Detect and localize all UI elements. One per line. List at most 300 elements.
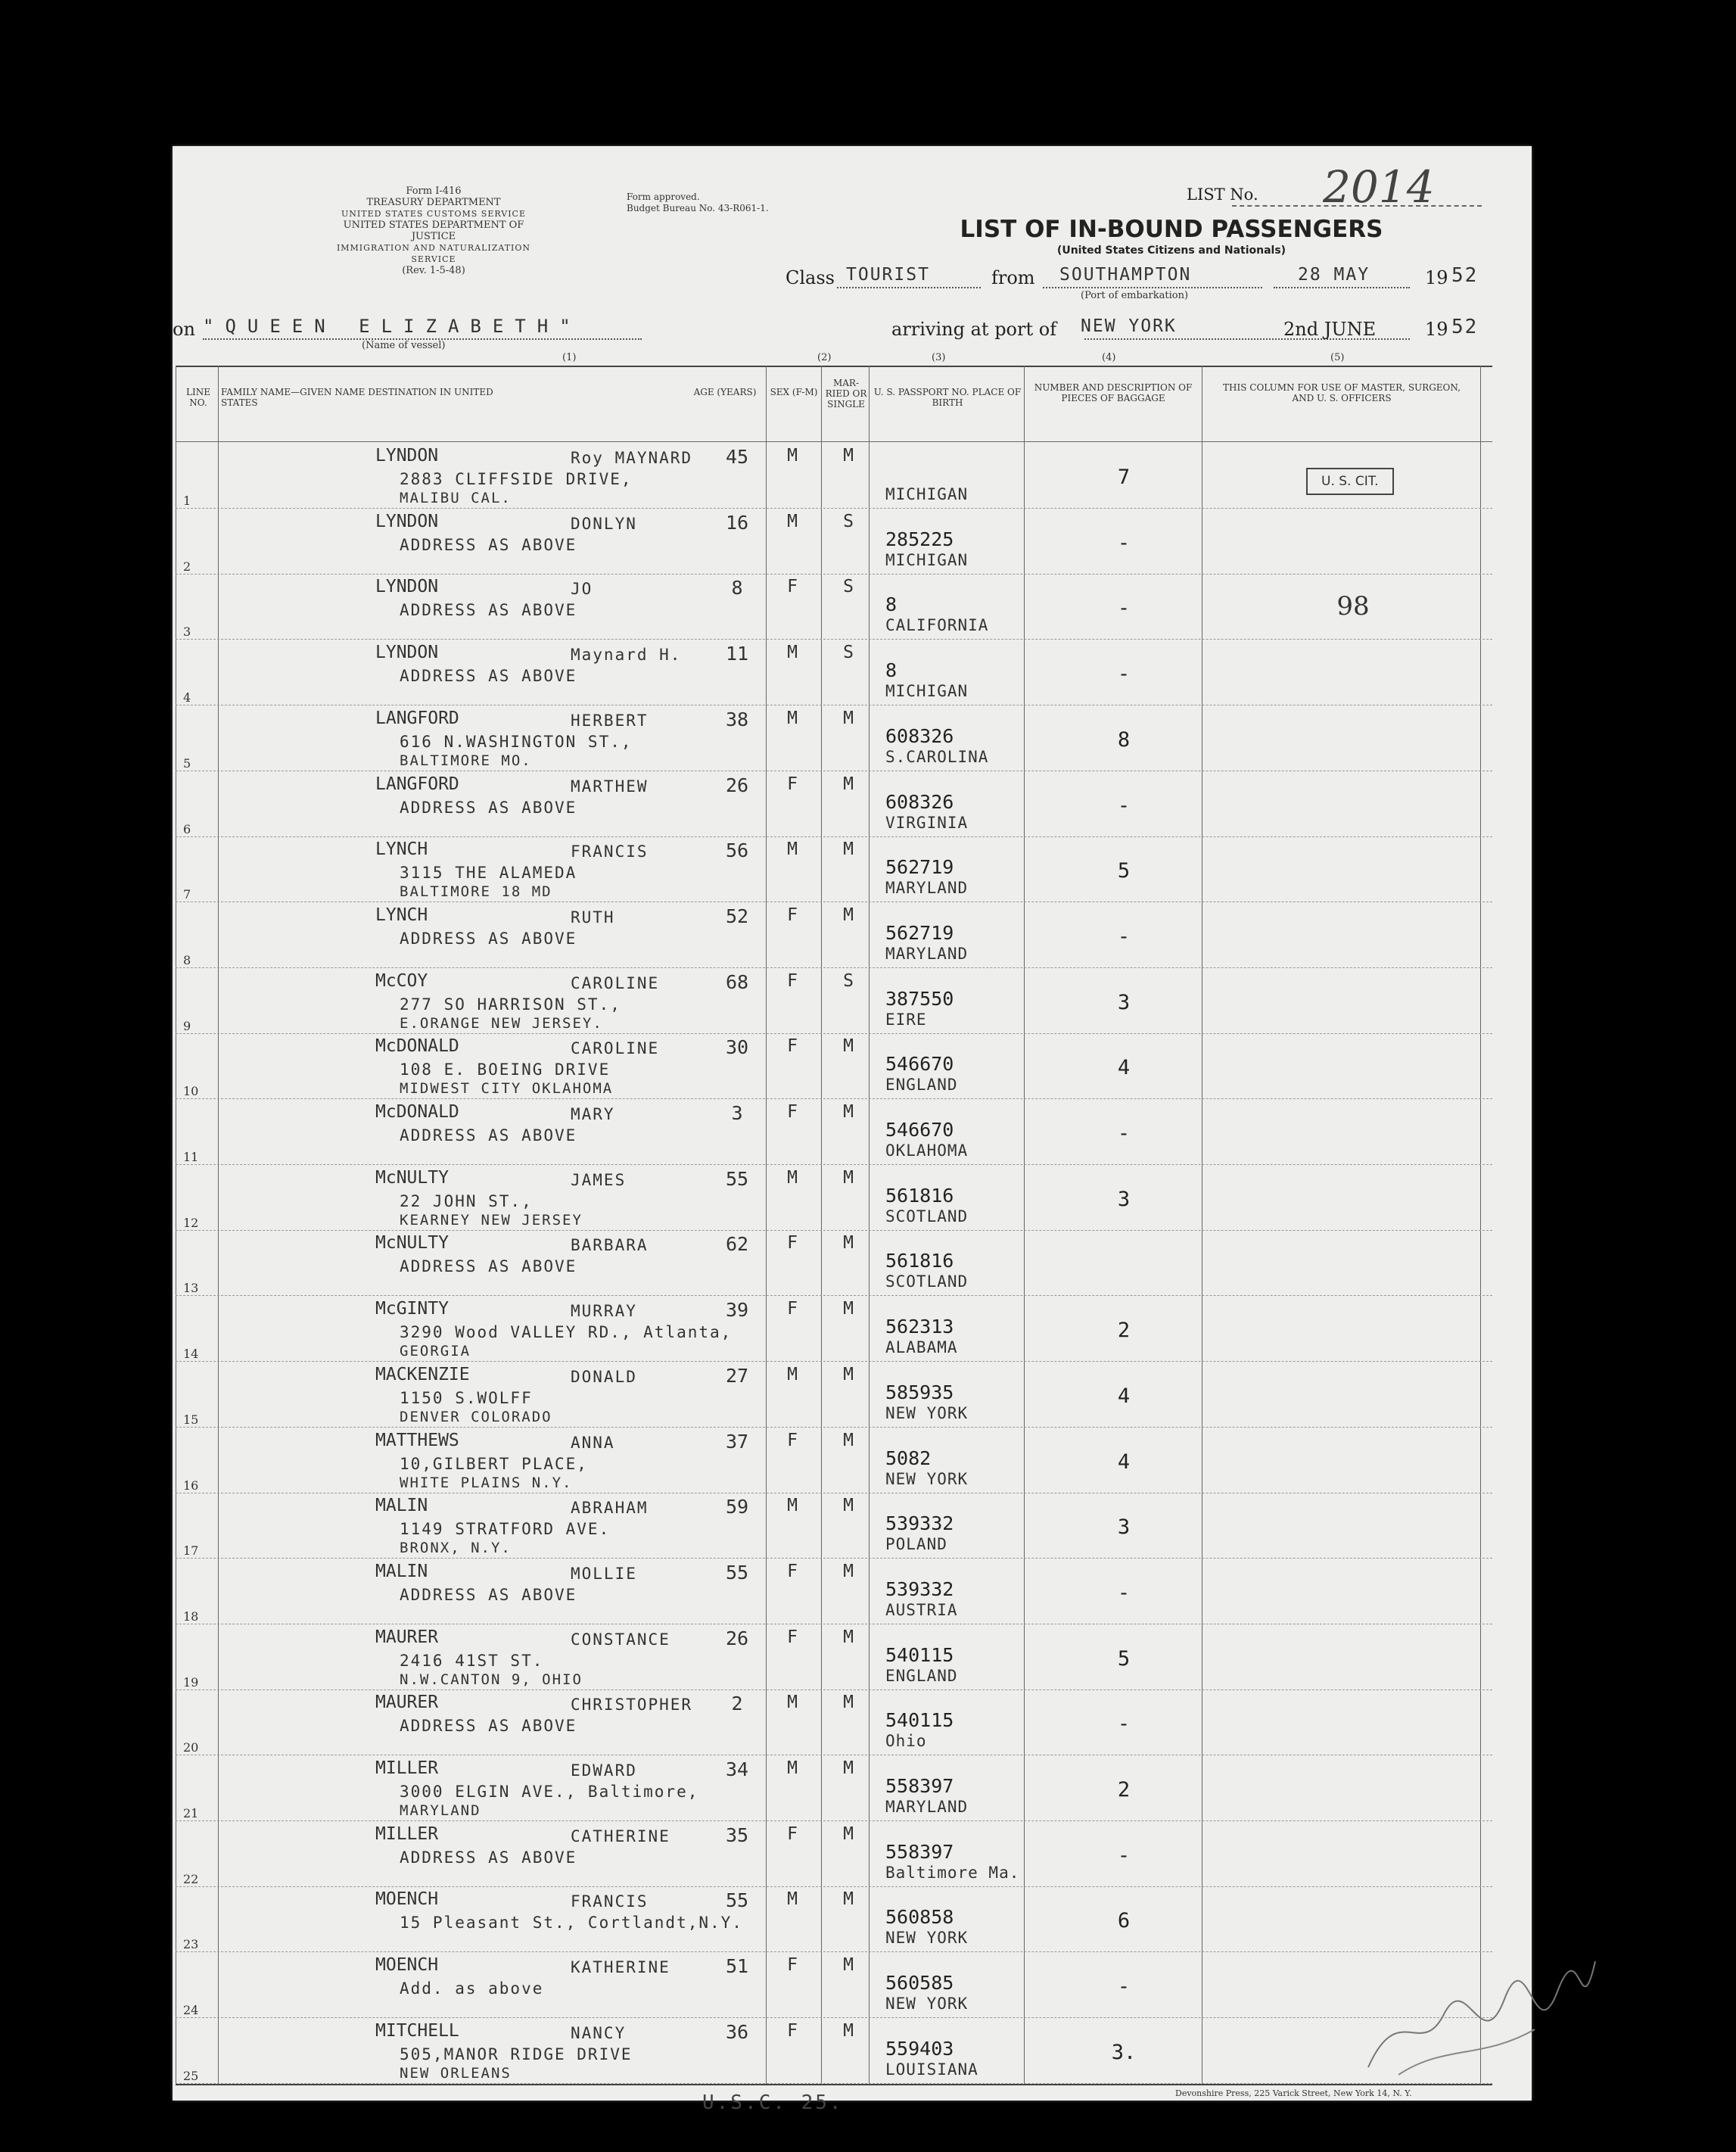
family-name: McGINTY <box>375 1299 449 1319</box>
family-name: LYNDON <box>375 577 439 597</box>
sex: M <box>787 511 798 531</box>
officer-number: 98 <box>1336 591 1370 621</box>
place-of-birth: MICHIGAN <box>885 485 969 503</box>
age: 38 <box>725 708 749 730</box>
place-of-birth: OKLAHOMA <box>885 1141 969 1160</box>
age: 35 <box>725 1823 749 1846</box>
arrival-year-prefix: 19 <box>1425 319 1448 340</box>
list-no-value: 2014 <box>1323 161 1435 213</box>
passport-number: 558397 <box>885 1775 954 1797</box>
address-line-2: N.W.CANTON 9, OHIO <box>400 1671 583 1688</box>
line-number: 17 <box>183 1543 199 1559</box>
place-of-birth: NEW YORK <box>885 1469 969 1488</box>
address-line-2: WHITE PLAINS N.Y. <box>400 1474 573 1491</box>
address-line-1: 2883 CLIFFSIDE DRIVE, <box>400 470 633 488</box>
age: 55 <box>725 1889 749 1912</box>
line-number: 14 <box>183 1347 199 1362</box>
given-name: CAROLINE <box>571 973 660 992</box>
depart-date-line <box>1274 287 1410 288</box>
family-name: MAURER <box>375 1693 439 1713</box>
address-line-1: 1150 S.WOLFF <box>400 1388 533 1407</box>
column-header-passport: U. S. PASSPORT NO. PLACE OF BIRTH <box>873 387 1022 408</box>
baggage-count: - <box>1117 1843 1131 1867</box>
family-name: MITCHELL <box>375 2020 459 2041</box>
passenger-manifest-page <box>173 146 1532 2114</box>
line-number: 12 <box>183 1215 199 1230</box>
marital-status: M <box>843 1627 854 1647</box>
baggage-count: 2 <box>1117 1778 1131 1802</box>
table-row <box>176 443 1492 509</box>
baggage-count: - <box>1117 1712 1131 1736</box>
place-of-birth: POLAND <box>885 1535 947 1554</box>
table-row <box>176 1428 1492 1493</box>
marital-status: M <box>843 1889 854 1910</box>
marital-status: M <box>843 1036 854 1057</box>
address-line-1: 3000 ELGIN AVE., Baltimore, <box>400 1783 699 1801</box>
marital-status: S <box>843 511 854 531</box>
given-name: HERBERT <box>571 711 649 730</box>
passport-number: 8 <box>885 659 898 682</box>
sex: M <box>787 1693 798 1713</box>
marital-status: M <box>843 1823 854 1844</box>
table-row <box>176 968 1492 1034</box>
line-number: 20 <box>183 1740 199 1755</box>
line-number: 18 <box>183 1609 199 1624</box>
age: 52 <box>725 905 749 927</box>
marital-status: M <box>843 2020 854 2041</box>
marital-status: M <box>843 839 854 860</box>
table-row <box>176 1296 1492 1362</box>
place-of-birth: MARYLAND <box>885 944 969 963</box>
sex: F <box>787 1036 798 1057</box>
passport-number: 561816 <box>885 1184 954 1207</box>
given-name: CAROLINE <box>571 1039 660 1058</box>
address-line-1: 108 E. BOEING DRIVE <box>400 1060 611 1079</box>
passport-number: 561816 <box>885 1250 954 1272</box>
marital-status: M <box>843 708 854 728</box>
given-name: JO <box>571 580 593 599</box>
baggage-count: 4 <box>1117 1384 1131 1408</box>
passport-number: 539332 <box>885 1577 954 1600</box>
table-row <box>176 1886 1492 1952</box>
sex: F <box>787 2020 798 2041</box>
place-of-birth: ENGLAND <box>885 1666 958 1685</box>
sex: M <box>787 1496 798 1516</box>
table-row <box>176 771 1492 837</box>
arriving-label: arriving at port of <box>891 319 1057 340</box>
family-name: McDONALD <box>375 1036 459 1057</box>
address-line-2: KEARNEY NEW JERSEY <box>400 1211 583 1229</box>
address-line-1: 2416 41ST ST. <box>400 1651 544 1670</box>
address-line-1: ADDRESS AS ABOVE <box>400 1585 577 1604</box>
table-row <box>176 640 1492 705</box>
baggage-count: 4 <box>1117 1056 1131 1080</box>
address-line-1: ADDRESS AS ABOVE <box>400 667 577 686</box>
passport-number: 8 <box>885 593 898 616</box>
address-line-2: MALIBU CAL. <box>400 490 512 506</box>
address-line-1: ADDRESS AS ABOVE <box>400 1848 577 1867</box>
baggage-count: 5 <box>1117 859 1131 883</box>
baggage-count: 4 <box>1117 1450 1131 1474</box>
line-number: 24 <box>183 2003 199 2018</box>
given-name: RUTH <box>571 908 615 927</box>
sex: M <box>787 643 798 663</box>
citizen-stamp: U. S. CIT. <box>1306 468 1394 495</box>
baggage-count: - <box>1117 1122 1131 1145</box>
place-of-birth: SCOTLAND <box>885 1207 969 1225</box>
address-line-2: BRONX, N.Y. <box>400 1540 512 1557</box>
place-of-birth: EIRE <box>885 1010 927 1029</box>
family-name: LYNCH <box>375 839 428 860</box>
place-of-birth: NEW YORK <box>885 1403 969 1422</box>
address-line-1: ADDRESS AS ABOVE <box>400 1126 577 1145</box>
printer-imprint: Devonshire Press, 225 Varick Street, New York 14, N. Y. <box>1175 2088 1412 2098</box>
marital-status: M <box>843 1496 854 1516</box>
family-name: MATTHEWS <box>375 1430 459 1450</box>
header-rule <box>176 441 1492 442</box>
immigration-service: IMMIGRATION AND NATURALIZATION SERVICE <box>336 243 531 264</box>
sex: F <box>787 1955 798 1976</box>
table-row <box>176 1755 1492 1821</box>
family-name: MOENCH <box>375 1955 439 1976</box>
family-name: MACKENZIE <box>375 1364 470 1384</box>
column-mark-4: (4) <box>1102 352 1116 363</box>
table-row <box>176 1362 1492 1428</box>
place-of-birth: MICHIGAN <box>885 550 969 569</box>
baggage-count: 2 <box>1117 1319 1131 1343</box>
sex: M <box>787 839 798 860</box>
given-name: ABRAHAM <box>571 1499 649 1518</box>
baggage-count: 5 <box>1117 1646 1131 1671</box>
address-line-1: Add. as above <box>400 1979 544 1998</box>
given-name: FRANCIS <box>571 842 649 861</box>
line-number: 6 <box>183 821 191 836</box>
given-name: CATHERINE <box>571 1827 670 1845</box>
address-line-1: 10,GILBERT PLACE, <box>400 1454 588 1473</box>
address-line-2: NEW ORLEANS <box>400 2064 512 2082</box>
address-line-1: ADDRESS AS ABOVE <box>400 601 577 620</box>
age: 26 <box>725 1627 749 1649</box>
age: 51 <box>725 1955 749 1978</box>
column-mark-1: (1) <box>562 352 577 363</box>
column-header-baggage: NUMBER AND DESCRIPTION OF PIECES OF BAGGAGE <box>1034 382 1193 403</box>
sex: M <box>787 1758 798 1778</box>
given-name: FRANCIS <box>571 1892 649 1911</box>
column-mark-2: (2) <box>817 352 832 363</box>
column-mark-3: (3) <box>932 352 946 363</box>
passport-number: 608326 <box>885 724 954 747</box>
given-name: CHRISTOPHER <box>571 1696 693 1714</box>
family-name: LYNDON <box>375 446 439 466</box>
officer-signature <box>1353 1946 1603 2090</box>
line-number: 5 <box>183 755 191 771</box>
age: 36 <box>725 2020 749 2043</box>
address-line-2: MIDWEST CITY OKLAHOMA <box>400 1080 614 1098</box>
line-number: 7 <box>183 887 191 902</box>
given-name: ANNA <box>571 1433 615 1452</box>
given-name: NANCY <box>571 2023 627 2042</box>
from-label: from <box>991 267 1035 288</box>
given-name: CONSTANCE <box>571 1630 670 1649</box>
age: 68 <box>725 970 749 993</box>
address-line-1: 3290 Wood VALLEY RD., Atlanta, <box>400 1323 733 1342</box>
baggage-count: 3 <box>1117 990 1131 1014</box>
baggage-count: - <box>1117 596 1131 621</box>
sex: F <box>787 1102 798 1122</box>
marital-status: S <box>843 577 854 597</box>
column-header-sex: SEX (F-M) <box>770 387 818 397</box>
address-line-1: 3115 THE ALAMEDA <box>400 864 577 883</box>
family-name: LANGFORD <box>375 708 459 728</box>
form-number: Form I-416 <box>406 185 462 197</box>
list-no-label: LIST No. <box>1187 185 1258 204</box>
family-name: MAURER <box>375 1627 439 1647</box>
baggage-count: - <box>1117 531 1131 555</box>
baggage-count: 3. <box>1111 2040 1137 2064</box>
arrival-port: NEW YORK <box>1081 316 1177 336</box>
table-row <box>176 1230 1492 1296</box>
age: 45 <box>725 446 749 468</box>
form-approved: Form approved. <box>627 192 700 202</box>
passport-number: 5082 <box>885 1447 932 1469</box>
table-row <box>176 2018 1492 2084</box>
departure-year: 52 <box>1451 264 1479 287</box>
baggage-count: 3 <box>1117 1515 1131 1540</box>
departure-date: 28 MAY <box>1298 265 1370 285</box>
baggage-count: - <box>1117 924 1131 948</box>
port-of-embarkation: SOUTHAMPTON <box>1059 265 1192 285</box>
class-label: Class <box>786 267 835 288</box>
address-line-2: GEORGIA <box>400 1343 471 1360</box>
family-name: MALIN <box>375 1496 428 1516</box>
marital-status: M <box>843 1955 854 1976</box>
place-of-birth: AUSTRIA <box>885 1600 958 1619</box>
port-embarkation-line <box>1043 287 1262 288</box>
given-name: EDWARD <box>571 1761 637 1780</box>
given-name: MARY <box>571 1105 615 1123</box>
family-name: LYNDON <box>375 643 439 663</box>
place-of-birth: NEW YORK <box>885 1929 969 1948</box>
age: 3 <box>731 1102 743 1124</box>
sex: F <box>787 1823 798 1844</box>
family-name: LYNDON <box>375 511 439 531</box>
address-line-1: 505,MANOR RIDGE DRIVE <box>400 2045 633 2063</box>
table-row <box>176 1493 1492 1559</box>
line-number: 9 <box>183 1018 191 1033</box>
sex: F <box>787 774 798 794</box>
address-line-1: ADDRESS AS ABOVE <box>400 535 577 554</box>
marital-status: M <box>843 1233 854 1254</box>
table-row <box>176 902 1492 968</box>
age: 30 <box>725 1036 749 1059</box>
sex: M <box>787 446 798 466</box>
address-line-1: 1149 STRATFORD AVE. <box>400 1520 611 1539</box>
marital-status: M <box>843 774 854 794</box>
table-row <box>176 1559 1492 1624</box>
passport-number: 546670 <box>885 1053 954 1076</box>
place-of-birth: MICHIGAN <box>885 682 969 701</box>
baggage-count: 3 <box>1117 1187 1131 1211</box>
form-identification <box>320 185 547 276</box>
age: 37 <box>725 1430 749 1453</box>
sex: M <box>787 1364 798 1384</box>
customs-service: UNITED STATES CUSTOMS SERVICE <box>341 209 526 219</box>
age: 8 <box>731 577 743 600</box>
given-name: MARTHEW <box>571 777 649 796</box>
column-header-line: LINE NO. <box>186 387 210 408</box>
given-name: KATHERINE <box>571 1958 670 1977</box>
place-of-birth: MARYLAND <box>885 1798 969 1816</box>
age: 11 <box>725 643 749 665</box>
family-name: MOENCH <box>375 1889 439 1910</box>
age: 26 <box>725 774 749 796</box>
line-number: 13 <box>183 1281 199 1296</box>
depart-year-prefix: 19 <box>1425 267 1448 288</box>
line-number: 4 <box>183 690 191 705</box>
table-row <box>176 1165 1492 1231</box>
sex: F <box>787 905 798 925</box>
usc-code: U.S.C. 25. <box>702 2091 844 2114</box>
document-subtitle: (United States Citizens and Nationals) <box>1056 244 1286 257</box>
address-line-2: DENVER COLORADO <box>400 1408 552 1425</box>
table-bottom-rule <box>176 2084 1492 2085</box>
passport-number: 559403 <box>885 2037 954 2060</box>
address-line-2: BALTIMORE 18 MD <box>400 883 552 901</box>
family-name: McNULTY <box>375 1233 449 1254</box>
baggage-count: 8 <box>1117 727 1131 752</box>
marital-status: M <box>843 1758 854 1778</box>
table-top-rule <box>176 366 1492 367</box>
line-number: 25 <box>183 2068 199 2083</box>
form-approval <box>627 192 846 214</box>
address-line-2: MARYLAND <box>400 1802 481 1819</box>
address-line-1: 277 SO HARRISON ST., <box>400 995 621 1014</box>
family-name: McDONALD <box>375 1102 459 1122</box>
address-line-1: 15 Pleasant St., Cortlandt,N.Y. <box>400 1914 743 1932</box>
passport-number: 562313 <box>885 1316 954 1338</box>
baggage-count: - <box>1117 1975 1131 1999</box>
age: 2 <box>731 1693 743 1715</box>
marital-status: M <box>843 1102 854 1122</box>
justice-department: UNITED STATES DEPARTMENT OF JUSTICE <box>343 220 524 242</box>
sex: F <box>787 1561 798 1581</box>
table-row <box>176 705 1492 771</box>
line-number: 2 <box>183 559 191 574</box>
sex: M <box>787 708 798 728</box>
marital-status: M <box>843 1561 854 1581</box>
family-name: LYNCH <box>375 905 428 925</box>
revision: (Rev. 1-5-48) <box>402 265 465 276</box>
table-row <box>176 1952 1492 2018</box>
class-value: TOURIST <box>846 265 930 285</box>
column-header-age: AGE (YEARS) <box>693 387 757 397</box>
age: 39 <box>725 1299 749 1322</box>
given-name: MOLLIE <box>571 1564 637 1583</box>
age: 59 <box>725 1496 749 1518</box>
passport-number: 285225 <box>885 528 954 550</box>
address-line-1: ADDRESS AS ABOVE <box>400 929 577 948</box>
place-of-birth: LOUISIANA <box>885 2060 978 2079</box>
age: 56 <box>725 839 749 862</box>
place-of-birth: ALABAMA <box>885 1338 958 1357</box>
table-row <box>176 509 1492 575</box>
line-number: 10 <box>183 1084 199 1099</box>
sex: F <box>787 577 798 597</box>
family-name: MILLER <box>375 1823 439 1844</box>
sex: M <box>787 1889 798 1910</box>
place-of-birth: Baltimore Ma. <box>885 1863 1020 1882</box>
family-name: MILLER <box>375 1758 439 1778</box>
family-name: McNULTY <box>375 1167 449 1188</box>
table-row <box>176 1099 1492 1165</box>
age: 55 <box>725 1167 749 1190</box>
baggage-count: 6 <box>1117 1909 1131 1933</box>
sex: F <box>787 1430 798 1450</box>
address-line-1: 616 N.WASHINGTON ST., <box>400 732 633 751</box>
sex: F <box>787 970 798 991</box>
passport-number: 539332 <box>885 1512 954 1535</box>
line-number: 21 <box>183 1806 199 1820</box>
family-name: McCOY <box>375 970 428 991</box>
vessel-name: "QUEEN ELIZABETH" <box>203 316 582 337</box>
marital-status: M <box>843 1364 854 1384</box>
line-number: 8 <box>183 952 191 967</box>
line-number: 23 <box>183 1937 199 1952</box>
table-row <box>176 1821 1492 1887</box>
address-line-1: ADDRESS AS ABOVE <box>400 1717 577 1736</box>
marital-status: M <box>843 1299 854 1319</box>
vessel-caption: (Name of vessel) <box>362 340 446 351</box>
marital-status: S <box>843 970 854 991</box>
passport-number: 562719 <box>885 856 954 879</box>
marital-status: M <box>843 446 854 466</box>
budget-bureau: Budget Bureau No. 43-R061-1. <box>627 203 769 213</box>
baggage-count: - <box>1117 662 1131 687</box>
place-of-birth: MARYLAND <box>885 879 969 898</box>
arrival-year: 52 <box>1451 316 1479 338</box>
column-header-name: FAMILY NAME—GIVEN NAME DESTINATION IN UNITED STATES <box>221 387 493 408</box>
marital-status: M <box>843 1167 854 1188</box>
arrival-date: 2nd JUNE <box>1283 319 1377 340</box>
column-mark-5: (5) <box>1330 352 1345 363</box>
age: 34 <box>725 1758 749 1780</box>
given-name: DONLYN <box>571 514 637 533</box>
column-header-officers: THIS COLUMN FOR USE OF MASTER, SURGEON, AND U. S. OFFICERS <box>1223 382 1461 403</box>
passport-number: 560858 <box>885 1906 954 1929</box>
marital-status: M <box>843 905 854 925</box>
sex: F <box>787 1627 798 1647</box>
passport-number: 387550 <box>885 987 954 1010</box>
address-line-1: 22 JOHN ST., <box>400 1191 533 1210</box>
age: 16 <box>725 511 749 534</box>
class-line <box>837 287 981 288</box>
given-name: JAMES <box>571 1170 627 1189</box>
place-of-birth: SCOTLAND <box>885 1272 969 1291</box>
place-of-birth: CALIFORNIA <box>885 616 989 635</box>
place-of-birth: NEW YORK <box>885 1995 969 2013</box>
passport-number: 546670 <box>885 1119 954 1141</box>
line-number: 1 <box>183 494 191 508</box>
passport-number: 562719 <box>885 921 954 944</box>
given-name: BARBARA <box>571 1236 649 1255</box>
table-row <box>176 1624 1492 1690</box>
table-row <box>176 836 1492 902</box>
marital-status: S <box>843 643 854 663</box>
passport-number: 540115 <box>885 1709 954 1732</box>
passport-number: 560585 <box>885 1972 954 1995</box>
given-name: MURRAY <box>571 1302 637 1321</box>
on-label: on <box>173 319 195 340</box>
